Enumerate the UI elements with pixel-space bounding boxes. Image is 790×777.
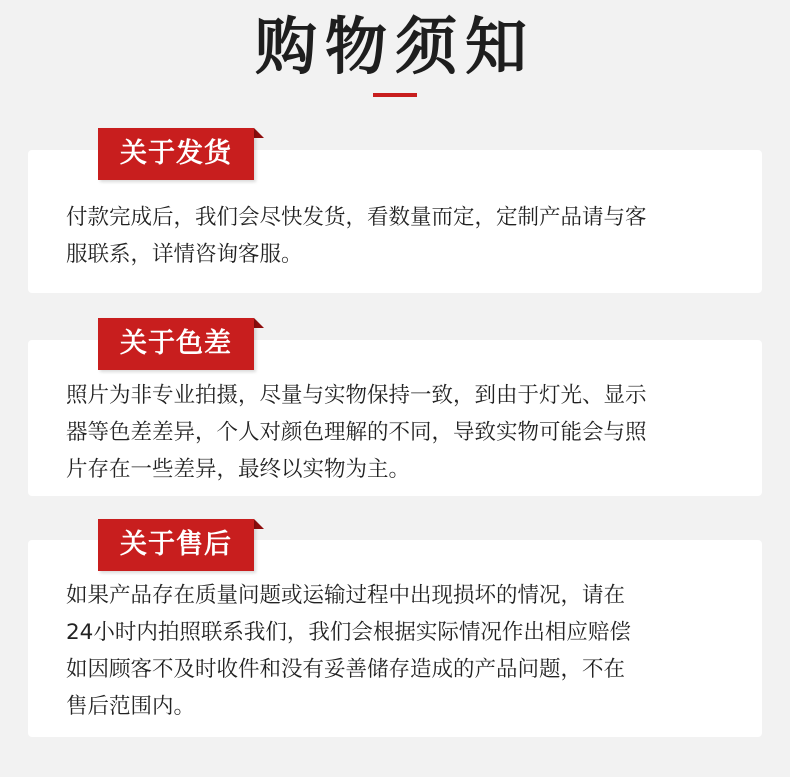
- text-after-sales: [66, 577, 746, 725]
- tab-flap: [254, 128, 264, 138]
- text-line: 24小时内拍照联系我们，我们会根据实际情况作出相应赔偿: [66, 620, 631, 645]
- title-underline: [373, 93, 417, 97]
- tab-flap: [254, 318, 264, 328]
- text-shipping: [66, 199, 746, 273]
- section-label-color-difference: 关于色差: [120, 328, 232, 359]
- text-line: 照片为非专业拍摄，尽量与实物保持一致，到由于灯光、显示: [66, 383, 647, 408]
- text-line: 如果产品存在质量问题或运输过程中出现损坏的情况，请在: [66, 583, 626, 608]
- text-line: 付款完成后，我们会尽快发货，看数量而定，定制产品请与客: [66, 205, 647, 230]
- text-line: 器等色差差异，个人对颜色理解的不同，导致实物可能会与照: [66, 420, 647, 445]
- text-line: 售后范围内。: [66, 694, 196, 719]
- text-line: 如因顾客不及时收件和没有妥善储存造成的产品问题，不在: [66, 657, 626, 682]
- tab-color-difference: [98, 318, 264, 370]
- text-line: 服联系，详情咨询客服。: [66, 242, 303, 267]
- text-color-difference: [66, 377, 746, 488]
- page-title: 购物须知: [254, 10, 535, 83]
- tab-flap: [254, 519, 264, 529]
- section-label-after-sales: 关于售后: [120, 529, 232, 560]
- section-label-shipping: 关于发货: [120, 138, 232, 169]
- tab-after-sales: [98, 519, 264, 571]
- tab-shipping: [98, 128, 264, 180]
- text-line: 片存在一些差异，最终以实物为主。: [66, 457, 411, 482]
